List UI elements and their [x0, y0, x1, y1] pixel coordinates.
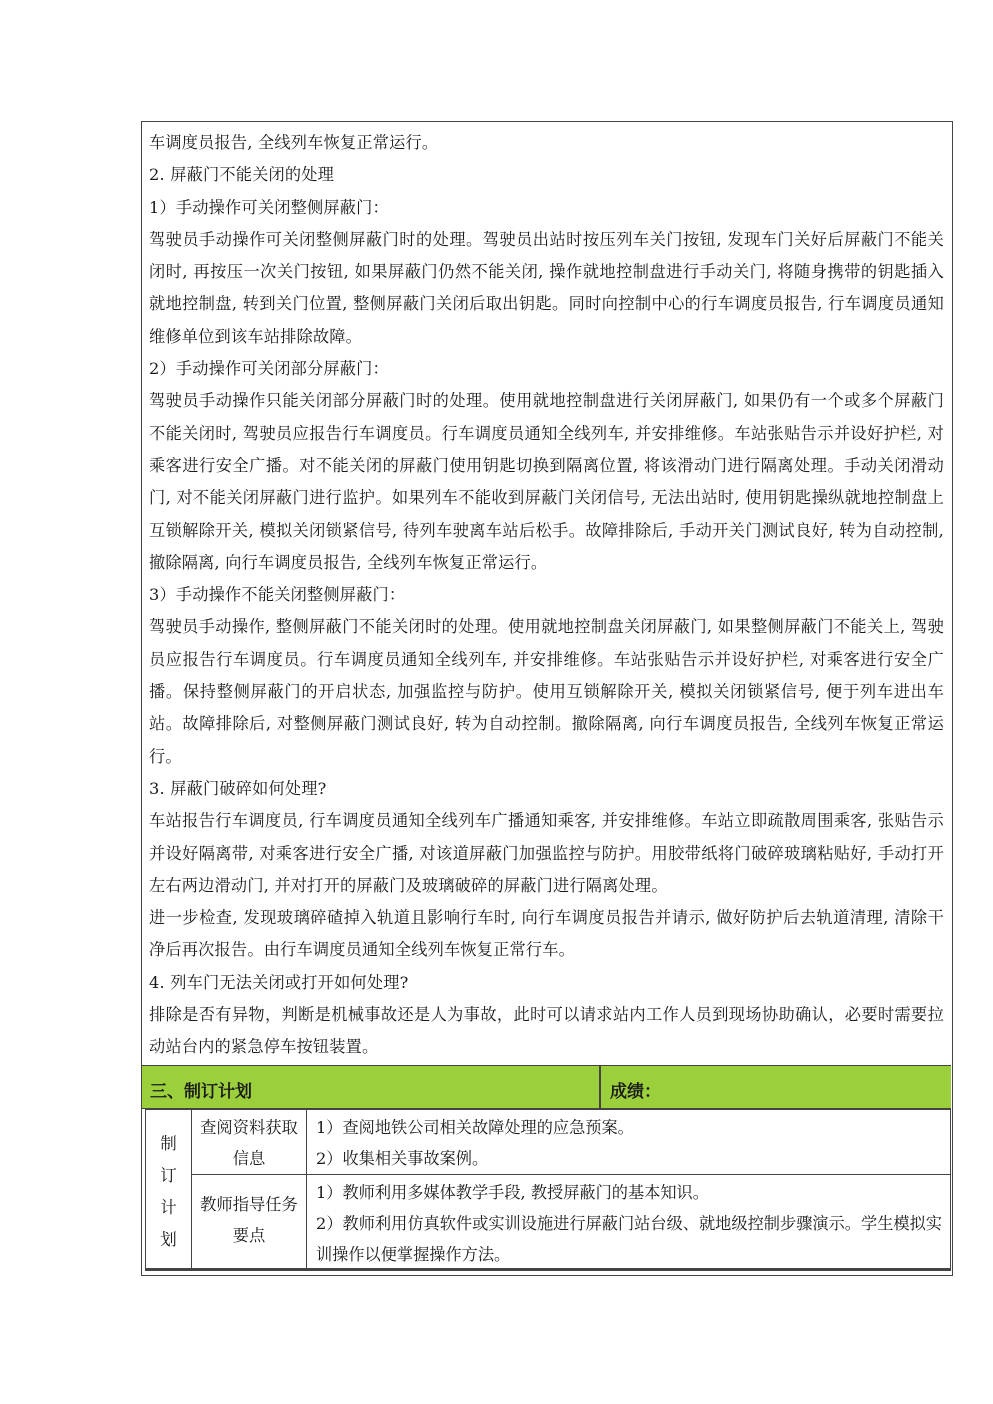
- plan-item: 1）查阅地铁公司相关故障处理的应急预案。: [316, 1118, 634, 1137]
- paragraph: 排除是否有异物，判断是机械事故还是人为事故，此时可以请求站内工作人员到现场协助确认，必要时需要拉动站台内的紧急停车按钮装置。: [149, 1005, 944, 1057]
- plan-item: 2）收集相关事故案例。: [316, 1149, 489, 1168]
- paragraph: 车站报告行车调度员, 行车调度员通知全线列车广播通知乘客, 并安排维修。车站立即疏散周围乘客, 张贴告示并设好隔离带, 对乘客进行安全广播, 对该道屏蔽门加强监控与防护。用胶带纸将门破碎玻璃粘贴好, 手动打开左右两边滑动门, 并对打开的屏蔽门及玻璃破碎的屏蔽门进行隔离处理。: [149, 811, 944, 895]
- plan-row-head: 查阅资料获取信息: [192, 1110, 307, 1174]
- paragraph: 驾驶员手动操作只能关闭部分屏蔽门时的处理。使用就地控制盘进行关闭屏蔽门, 如果仍有一个或多个屏蔽门不能关闭时, 驾驶员应报告行车调度员。行车调度员通知全线列车, 并安排维修。车站张贴告示并设好护栏, 对乘客进行安全广播。对不能关闭的屏蔽门使用钥匙切换到隔离位置, 将该滑动门进行隔离处理。手动关闭滑动门, 对不能关闭屏蔽门进行监护。如果列车不能收到屏蔽门关闭信号, 无法出站时, 使用钥匙操纵就地控制盘上互锁解除开关, 模拟关闭锁紧信号, 待列车驶离车站后松手。故障排除后, 手动开关门测试良好, 转为自动控制, 撤除隔离, 向行车调度员报告, 全线列车恢复正常运行。: [149, 391, 944, 572]
- plan-table-inner: [145, 1109, 951, 1269]
- subheading: 3. 屏蔽门破碎如何处理?: [149, 778, 327, 798]
- plan-row-research: [192, 1110, 950, 1175]
- body-text-block: [142, 122, 951, 1065]
- plan-row-teacher: [192, 1175, 950, 1268]
- plan-row-body: [307, 1175, 950, 1268]
- section-header: [142, 1065, 951, 1109]
- subheading: 1）手动操作可关闭整侧屏蔽门：: [149, 197, 389, 217]
- paragraph: 进一步检查, 发现玻璃碎碴掉入轨道且影响行车时, 向行车调度员报告并请示, 做好防护后去轨道清理, 清除干净后再次报告。由行车调度员通知全线列车恢复正常行车。: [149, 908, 944, 960]
- plan-row-body: [307, 1110, 950, 1174]
- plan-item: 2）教师利用仿真软件或实训设施进行屏蔽门站台级、就地级控制步骤演示。学生模拟实训操作以便掌握操作方法。: [316, 1214, 942, 1264]
- plan-label-char: 计: [160, 1198, 177, 1217]
- paragraph: 车调度员报告, 全线列车恢复正常运行。: [149, 133, 439, 152]
- plan-side-label: [146, 1110, 192, 1268]
- plan-label-char: 制: [160, 1134, 177, 1153]
- section-title: 三、制订计划: [150, 1082, 252, 1102]
- subheading: 2. 屏蔽门不能关闭的处理: [149, 165, 335, 185]
- paragraph: 驾驶员手动操作可关闭整侧屏蔽门时的处理。驾驶员出站时按压列车关门按钮, 发现车门关好后屏蔽门不能关闭时, 再按压一次关门按钮, 如果屏蔽门仍然不能关闭, 操作就地控制盘进行手动关门, 将随身携带的钥匙插入就地控制盘, 转到关门位置, 整侧屏蔽门关闭后取出钥匙。同时向控制中心的行车调度员报告, 行车调度员通知维修单位到该车站排除故障。: [149, 229, 944, 346]
- plan-label-char: 订: [160, 1166, 177, 1185]
- header-divider: [599, 1066, 601, 1108]
- paragraph: 驾驶员手动操作, 整侧屏蔽门不能关闭时的处理。使用就地控制盘关闭屏蔽门, 如果整侧屏蔽门不能关上, 驾驶员应报告行车调度员。行车调度员通知全线列车, 并安排维修。车站张贴告示并设好护栏, 对乘客进行安全广播。保持整侧屏蔽门的开启状态, 加强监控与防护。使用互锁解除开关, 模拟关闭锁紧信号, 便于列车进出车站。故障排除后, 对整侧屏蔽门测试良好, 转为自动控制。撤除隔离, 向行车调度员报告, 全线列车恢复正常运行。: [149, 617, 944, 766]
- plan-row-head: 教师指导任务要点: [192, 1175, 307, 1268]
- table-bottom-rule: [145, 1269, 951, 1271]
- score-label: 成绩：: [610, 1082, 661, 1102]
- plan-table: [142, 1109, 951, 1274]
- subheading: 3）手动操作不能关闭整侧屏蔽门：: [149, 585, 406, 605]
- subheading: 2）手动操作可关闭部分屏蔽门：: [149, 359, 389, 379]
- plan-item: 1）教师利用多媒体教学手段, 教授屏蔽门的基本知识。: [316, 1183, 709, 1202]
- plan-label-char: 划: [160, 1230, 177, 1249]
- document-frame: [141, 121, 953, 1276]
- subheading: 4. 列车门无法关闭或打开如何处理?: [149, 972, 409, 992]
